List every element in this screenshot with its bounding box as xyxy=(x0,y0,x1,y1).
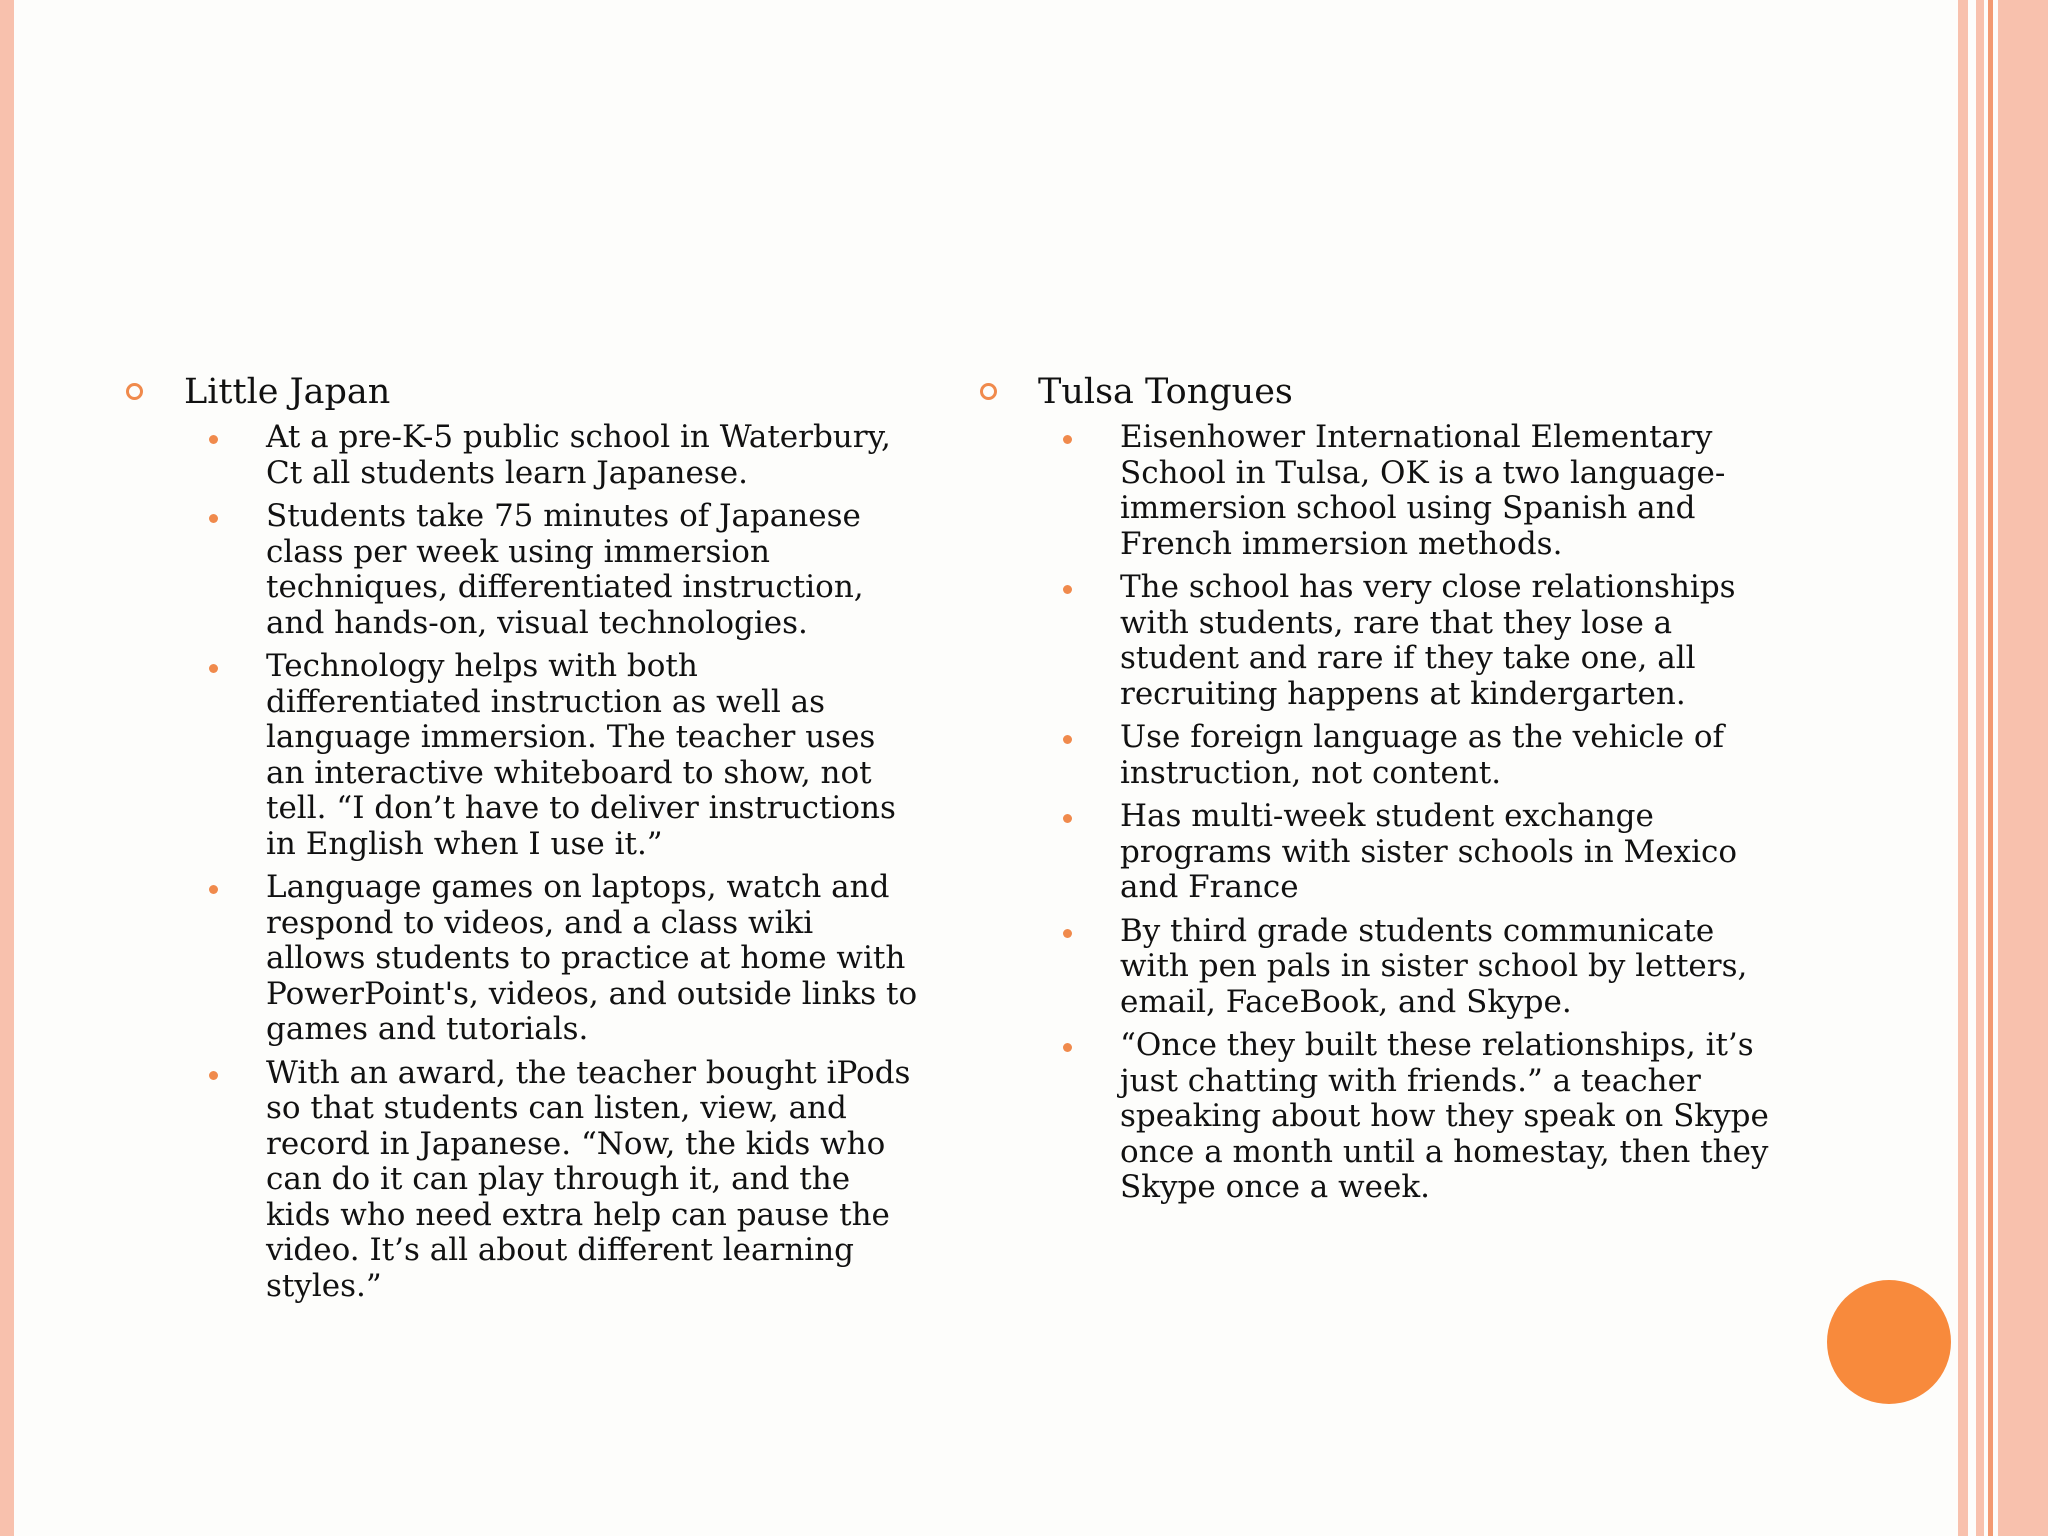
dot-bullet-icon xyxy=(209,435,218,444)
dot-bullet-icon xyxy=(1063,929,1072,938)
bullet-text: Students take 75 minutes of Japanese class per week using immersion techniques, differentiated instruction, and hands-on, visual technologies. xyxy=(266,498,864,641)
section-heading-little-japan xyxy=(122,368,922,416)
list-item xyxy=(1120,799,1776,906)
dot-bullet-icon xyxy=(1063,814,1072,823)
left-column xyxy=(122,368,922,1312)
bullet-text: “Once they built these relationships, it’s just chatting with friends.” a teacher speaking about how they speak on Skype once a month until a homestay, then they Skype once a week. xyxy=(1120,1027,1769,1205)
list-item xyxy=(1120,420,1776,562)
list-item xyxy=(1120,720,1776,791)
bullet-text: At a pre-K-5 public school in Waterbury, Ct all students learn Japanese. xyxy=(266,419,891,491)
decorative-orange-circle xyxy=(1827,1280,1951,1404)
bullet-text: Language games on laptops, watch and respond to videos, and a class wiki allows students to practice at home with PowerPoint's, videos, and outside links to games and tutorials. xyxy=(266,869,918,1047)
list-item xyxy=(266,649,922,862)
bullet-list xyxy=(122,420,922,1304)
left-border-stripe xyxy=(0,0,14,1536)
list-item xyxy=(266,420,922,491)
list-item xyxy=(266,1056,922,1305)
section-heading-tulsa-tongues xyxy=(976,368,1776,416)
right-column xyxy=(976,368,1776,1214)
dot-bullet-icon xyxy=(1063,735,1072,744)
bullet-text: Eisenhower International Elementary School in Tulsa, OK is a two language-immersion school using Spanish and French immersion methods. xyxy=(1120,419,1726,562)
bullet-text: Has multi-week student exchange programs with sister schools in Mexico and France xyxy=(1120,798,1738,905)
dot-bullet-icon xyxy=(209,514,218,523)
bullet-text: The school has very close relationships with students, rare that they lose a student and rare if they take one, all recruiting happens at kindergarten. xyxy=(1120,569,1736,712)
right-border-stripe xyxy=(1988,0,1993,1536)
list-item xyxy=(1120,914,1776,1021)
bullet-list xyxy=(976,420,1776,1206)
bullet-text: By third grade students communicate with pen pals in sister school by letters, email, FaceBook, and Skype. xyxy=(1120,912,1748,1020)
dot-bullet-icon xyxy=(209,885,218,894)
list-item xyxy=(1120,1028,1776,1206)
bullet-text: With an award, the teacher bought iPods so that students can listen, view, and record in Japanese. “Now, the kids who can do it can play through it, and the kids who need extra help can pause the video. It’s all about different learning styles.” xyxy=(266,1054,911,1304)
right-border-stripe xyxy=(1998,0,2048,1536)
heading-text: Little Japan xyxy=(184,372,391,412)
ring-bullet-icon xyxy=(980,383,997,400)
bullet-text: Use foreign language as the vehicle of instruction, not content. xyxy=(1120,719,1725,791)
dot-bullet-icon xyxy=(1063,585,1072,594)
bullet-text: Technology helps with both differentiated instruction as well as language immersion. The teacher uses an interactive whiteboard to show, not tell. “I don’t have to deliver instructions in English when I use it.” xyxy=(266,648,896,862)
dot-bullet-icon xyxy=(1063,435,1072,444)
dot-bullet-icon xyxy=(209,1071,218,1080)
dot-bullet-icon xyxy=(1063,1043,1072,1052)
right-border-stripe xyxy=(1976,0,1984,1536)
heading-text: Tulsa Tongues xyxy=(1038,372,1293,412)
list-item xyxy=(1120,570,1776,712)
ring-bullet-icon xyxy=(126,383,143,400)
list-item xyxy=(266,499,922,641)
dot-bullet-icon xyxy=(209,664,218,673)
right-border-stripe xyxy=(1958,0,1968,1536)
list-item xyxy=(266,870,922,1048)
